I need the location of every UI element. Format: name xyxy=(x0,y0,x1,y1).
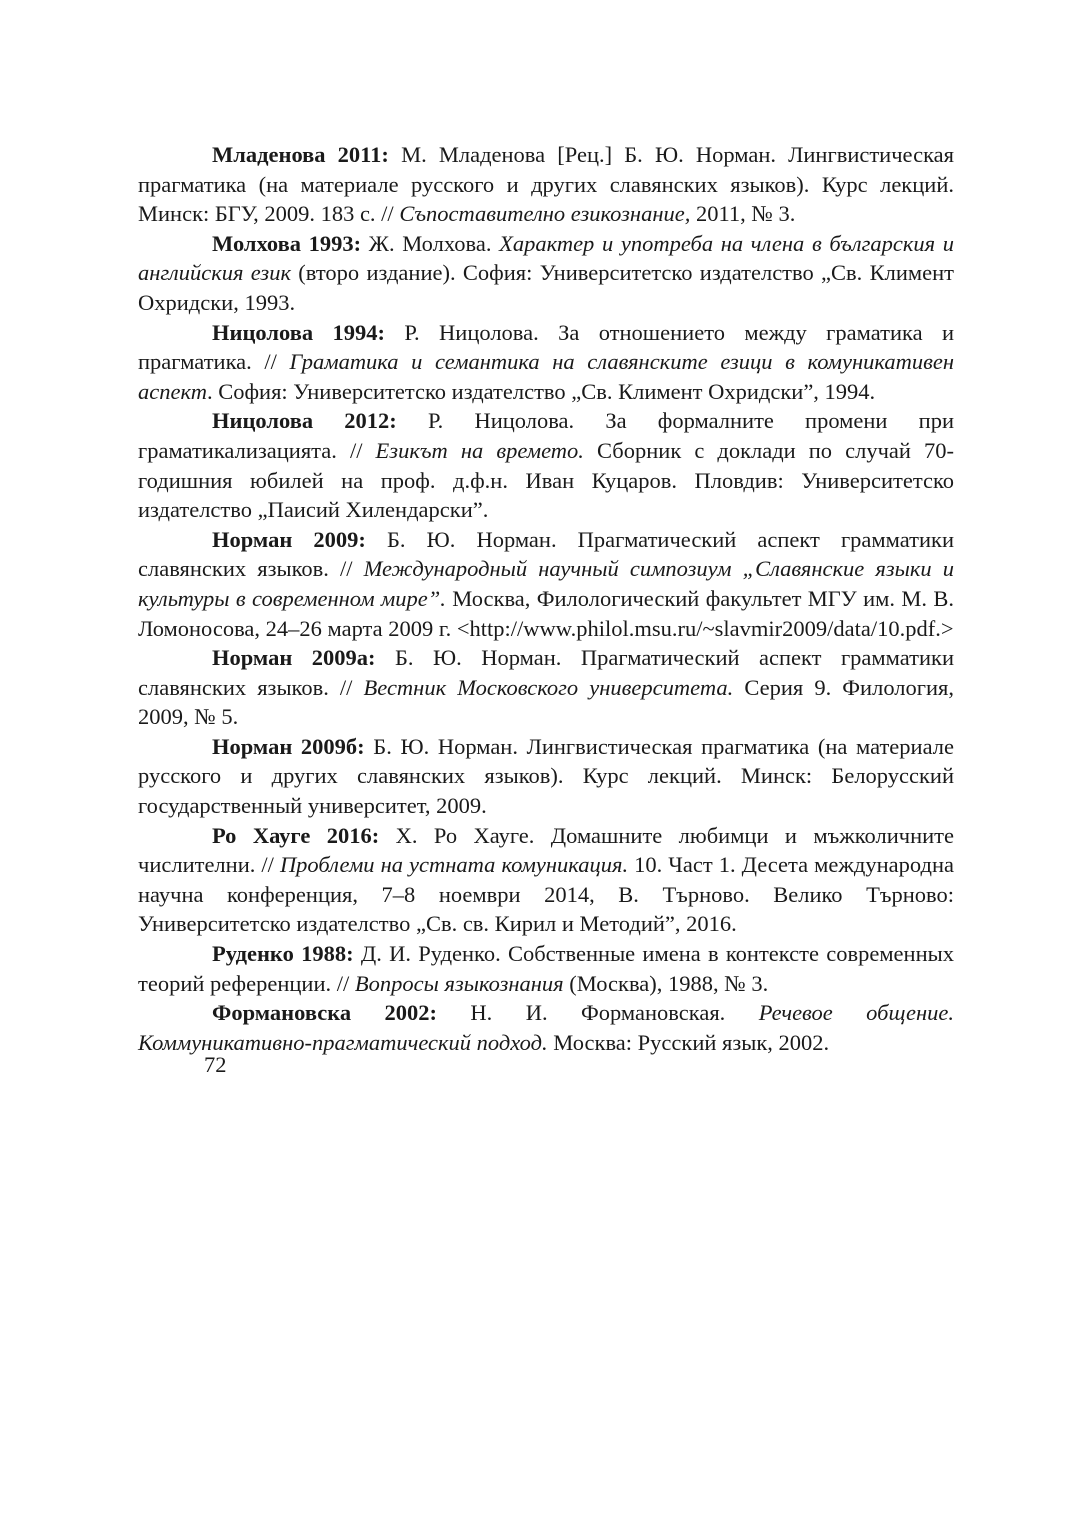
bibliography-list xyxy=(138,140,954,1057)
entry-text-tail: Москва: Русский язык, 2002. xyxy=(547,1029,830,1055)
entry-title: Вопросы языкознания xyxy=(354,970,564,996)
entry-title: Езикът на времето. xyxy=(375,437,584,463)
bibliography-entry xyxy=(138,229,954,318)
entry-text: Ж. Молхова. xyxy=(361,230,500,256)
entry-title: Съпоставително езикознание, xyxy=(399,201,691,227)
entry-text-tail: 2011, № 3. xyxy=(690,201,796,227)
bibliography-entry xyxy=(138,821,954,939)
entry-key: Норман 2009: xyxy=(212,526,366,552)
entry-key: Формановска 2002: xyxy=(212,1000,438,1026)
entry-text: Б. Ю. Норман. Прагматический аспект грамматики славянских языков. // xyxy=(138,645,954,700)
entry-text-tail: 10. Част 1. Десета международна научна конференция, 7–8 ноември 2014, В. Търново. Велико Търново: Университетско издателство „Св. св. Кирил и Методий”, 2016. xyxy=(138,852,954,937)
entry-title: Характер и употреба на члена в българския и английския език xyxy=(138,230,955,286)
entry-title: Речевое общение. Коммуникативно-прагматический подход. xyxy=(138,1000,954,1055)
entry-text: Х. Ро Хауге. Домашните любимци и мъжколичните числителни. // xyxy=(138,822,954,878)
entry-text: Б. Ю. Норман. Прагматический аспект грамматики славянских языков. // xyxy=(138,526,954,582)
entry-key: Ницолова 1994: xyxy=(212,319,385,345)
entry-key: Норман 2009б: xyxy=(212,733,365,759)
entry-text-tail: Сборник с доклади по случай 70-годишния юбилей на проф. д.ф.н. Иван Куцаров. Пловдив: Университетско издателство „Паисий Хилендарски”. xyxy=(138,437,954,523)
entry-key: Ницолова 2012: xyxy=(212,408,397,434)
entry-text-tail: (Москва), 1988, № 3. xyxy=(563,970,769,996)
entry-text: Р. Ницолова. За отношението между граматика и прагматика. // xyxy=(138,319,954,375)
entry-title: Международный научный симпозиум „Славянские языки и культуры в современном мире”. xyxy=(138,556,954,611)
entry-key: Руденко 1988: xyxy=(212,941,354,967)
entry-text: Д. И. Руденко. Собственные имена в контексте современных теорий референции. // xyxy=(138,941,954,996)
bibliography-entry xyxy=(138,140,954,229)
entry-key: Молхова 1993: xyxy=(212,230,362,256)
entry-text-tail: . София: Университетско издателство „Св. Климент Охридски”, 1994. xyxy=(206,378,876,404)
entry-title: Проблеми на устната комуникация. xyxy=(279,852,629,878)
entry-key: Норман 2009а: xyxy=(212,645,376,671)
entry-title: Граматика и семантика на славянските езици в комуникативен аспект xyxy=(138,349,954,404)
entry-text-tail: Серия 9. Филология, 2009, № 5. xyxy=(138,674,954,730)
bibliography-entry xyxy=(138,732,954,821)
bibliography-entry xyxy=(138,998,954,1057)
bibliography-entry xyxy=(138,939,954,998)
entry-text: Н. И. Формановская. xyxy=(437,1000,759,1026)
entry-text-tail: Москва, Филологический факультет МГУ им. М. В. Ломоносова, 24–26 марта 2009 г. <http://www.philol.msu.ru/~slavmir2009/data/10.pdf.> xyxy=(138,585,954,641)
page-number: 72 xyxy=(204,1052,227,1077)
entry-key: Ро Хауге 2016: xyxy=(212,822,380,848)
entry-text: М. Младенова [Рец.] Б. Ю. Норман. Лингвистическая прагматика (на материале русского и других славянских языков). Курс лекций. Минск: БГУ, 2009. 183 с. // xyxy=(138,142,954,227)
bibliography-entry xyxy=(138,525,954,643)
entry-key: Младенова 2011: xyxy=(212,142,389,167)
bibliography-entry xyxy=(138,643,954,732)
bibliography-entry xyxy=(138,406,954,524)
entry-text-tail: (второ издание). София: Университетско издателство „Св. Климент Охридски, 1993. xyxy=(138,260,954,315)
bibliography-entry xyxy=(138,318,954,407)
entry-title: Вестник Московского университета. xyxy=(363,674,734,700)
entry-text: Б. Ю. Норман. Лингвистическая прагматика (на материале русского и других славянских языков). Курс лекций. Минск: Белорусский государственный университет, 2009. xyxy=(138,733,954,819)
entry-text: Р. Ницолова. За формалните промени при граматикализацията. // xyxy=(138,408,954,463)
